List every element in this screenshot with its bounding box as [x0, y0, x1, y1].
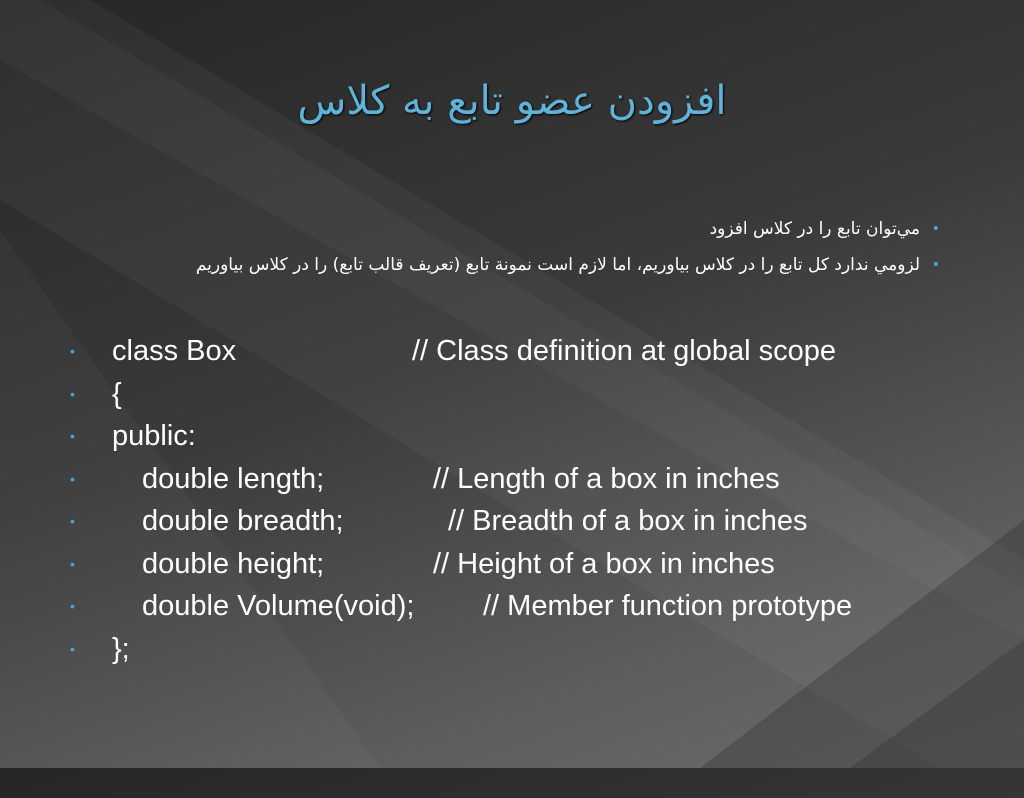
code-line [70, 628, 970, 671]
bullet-icon: • [70, 428, 75, 444]
persian-bullet-list [60, 214, 940, 280]
code-text: class Box [112, 335, 237, 367]
list-item [60, 250, 940, 280]
code-line [70, 500, 970, 543]
slide-title: افزودن عضو تابع به کلاس [297, 78, 727, 124]
bullet-icon: • [70, 470, 75, 487]
code-comment: // Member function prototype [483, 590, 853, 622]
bullet-icon: • [70, 640, 75, 657]
bullet-icon: • [931, 221, 940, 237]
bullet-icon: • [70, 598, 75, 614]
code-comment: // Class definition at global scope [412, 335, 836, 367]
code-text: public: [112, 420, 196, 452]
code-line [70, 543, 970, 586]
bullet-text: مي‌توان تابع را در كلاس افزود [709, 219, 920, 239]
bullet-icon: • [70, 385, 75, 402]
code-comment: // Breadth of a box in inches [448, 505, 808, 537]
code-line [70, 330, 970, 373]
code-line [70, 458, 970, 501]
bullet-text: لزومي ندارد كل تابع را در كلاس بياوريم، اما لازم است نمونة تابع (تعريف قالب تابع) را در كلاس بياوريم [195, 255, 920, 275]
list-item [60, 214, 940, 244]
code-line [70, 373, 970, 416]
code-line [70, 415, 970, 458]
code-text: double length; [142, 462, 325, 495]
code-text: double height; [142, 547, 325, 580]
bullet-icon: • [70, 343, 75, 359]
bullet-icon: • [70, 513, 75, 529]
code-line [70, 585, 970, 628]
bullet-icon: • [70, 555, 75, 572]
code-text: double breadth; [142, 505, 344, 537]
code-text: { [112, 377, 122, 410]
code-text: double Volume(void); [142, 590, 415, 622]
code-text: }; [112, 632, 130, 665]
code-listing [70, 330, 970, 670]
code-comment: // Height of a box in inches [433, 547, 775, 580]
code-comment: // Length of a box in inches [433, 462, 780, 495]
bullet-icon: • [931, 257, 940, 273]
